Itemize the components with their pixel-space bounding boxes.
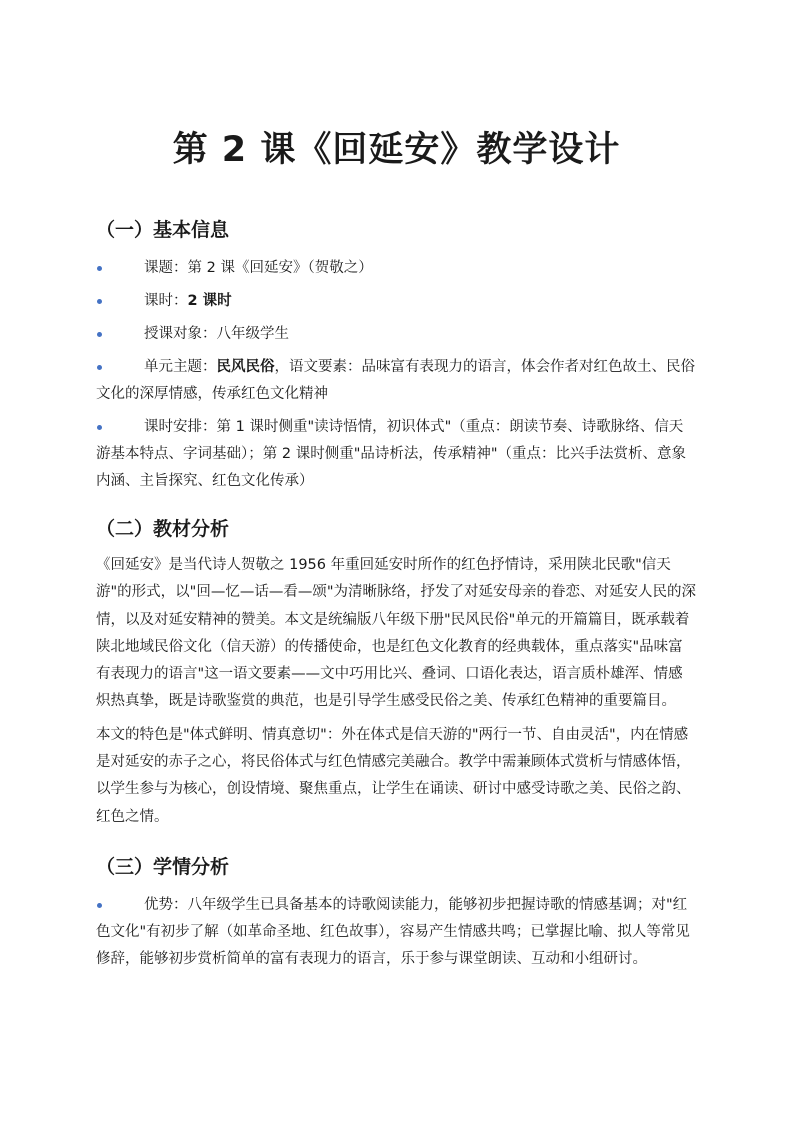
bullet-dot-icon xyxy=(97,332,102,337)
list-item: 优势：八年级学生已具备基本的诗歌阅读能力，能够初步把握诗歌的情感基调；对"红色文化"有初步了解（如革命圣地、红色故事），容易产生情感共鸣；已掌握比喻、拟人等常见修辞，能够初步赏析简单的富有表现力的语言，乐于参与课堂朗读、互动和小组研讨。 xyxy=(96,896,690,967)
item-emphasis: 民风民俗 xyxy=(216,359,275,375)
paragraph: 本文的特色是"体式鲜明、情真意切"：外在体式是信天游的"两行一节、自由灵活"，内在情感是对延安的赤子之心，将民俗体式与红色情感完美融合。教学中需兼顾体式赏析与情感体悟，以学生参与为核心，创设情境、聚焦重点，让学生在诵读、研讨中感受诗歌之美、民俗之韵、红色之情。 xyxy=(96,726,691,825)
item-rest: ，语文要素：品味富有表现力的语言，体会作者对红色故土、民俗文化的深厚情感，传承红色文化精神 xyxy=(96,359,695,402)
list-item xyxy=(96,288,697,315)
list-item: 课题：第 2 课《回延安》（贺敬之） xyxy=(96,255,697,282)
bullet-dot-icon xyxy=(97,266,102,271)
paragraph: 《回延安》是当代诗人贺敬之 1956 年重回延安时所作的红色抒情诗，采用陕北民歌"信天游"的形式，以"回—忆—话—看—颂"为清晰脉络，抒发了对延安母亲的眷恋、对延安人民的深情，以及对延安精神的赞美。本文是统编版八年级下册"民风民俗"单元的开篇篇目，既承载着陕北地域民俗文化（信天游）的传播使命，也是红色文化教育的经典载体，重点落实"品味富有表现力的语言"这一语文要素——文中巧用比兴、叠词、口语化表达，语言质朴雄浑、情感炽热真挚，既是诗歌鉴赏的典范，也是引导学生感受民俗之美、传承红色精神的重要篇目。 xyxy=(96,557,697,710)
item-label: 课时： xyxy=(144,293,188,309)
section-heading-student-analysis: （三）学情分析 xyxy=(96,855,230,878)
bullet-dot-icon xyxy=(97,903,102,908)
list-item xyxy=(96,354,697,408)
bullet-dot-icon xyxy=(97,299,102,304)
item-prefix: 单元主题： xyxy=(144,359,217,375)
student-analysis-list xyxy=(96,892,697,973)
bullet-dot-icon xyxy=(97,425,102,430)
document-title: 第 2 课《回延安》教学设计 xyxy=(172,130,621,170)
basic-info-list xyxy=(96,255,697,495)
bullet-dot-icon xyxy=(97,365,102,370)
section-heading-textbook-analysis: （二）教材分析 xyxy=(96,518,230,540)
list-item: 课时安排：第 1 课时侧重"读诗悟情，初识体式"（重点：朗读节奏、诗歌脉络、信天游基本特点、字词基础）；第 2 课时侧重"品诗析法，传承精神"（重点：比兴手法赏析、意象内涵、主旨探究、红色文化传承） xyxy=(96,419,687,489)
item-value: 2 课时 xyxy=(187,293,232,309)
list-item: 授课对象：八年级学生 xyxy=(96,321,697,348)
section-heading-basic-info: （一）基本信息 xyxy=(96,219,230,241)
